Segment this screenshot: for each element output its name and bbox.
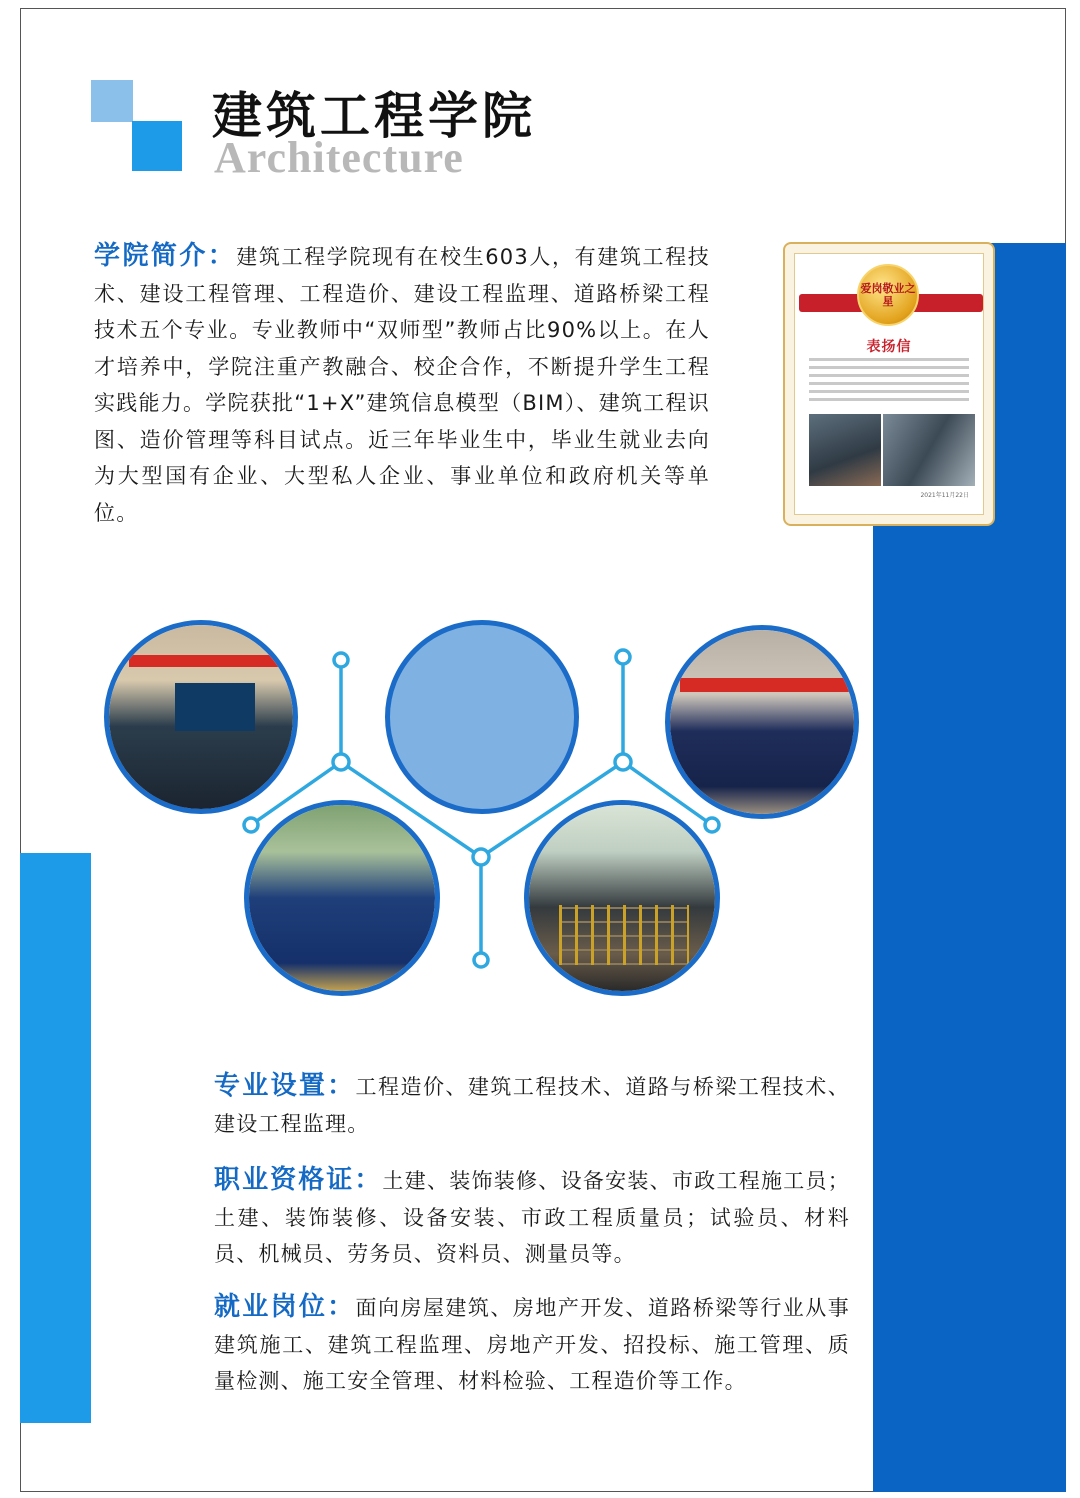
certs-section [214, 1162, 850, 1273]
photo-surveying-students [244, 800, 440, 996]
intro-text: 建筑工程学院现有在校生603人，有建筑工程技术、建设工程管理、工程造价、建设工程监理、道路桥梁工程技术五个专业。专业教师中“双师型”教师占比90%以上。在人才培养中，学院注重产教融合、校企合作，不断提升学生工程实践能力。学院获批“1+X”建筑信息模型（BIM）、建筑工程识图、造价管理等科目试点。近三年毕业生中，毕业生就业去向为大型国有企业、大型私人企业、事业单位和政府机关等单位。 [94, 245, 710, 525]
intro-label: 学院简介： [94, 241, 237, 271]
certificate-title: 表扬信 [866, 339, 912, 355]
page-subtitle: Architecture [214, 133, 464, 182]
photo-placeholder-circle [385, 620, 579, 814]
logo-square-blue [132, 121, 182, 171]
certificate-text-lines [809, 358, 969, 406]
jobs-text: 面向房屋建筑、房地产开发、道路桥梁等行业从事建筑施工、建筑工程监理、房地产开发、招投标、施工管理、质量检测、施工安全管理、材料检验、工程造价等工作。 [214, 1296, 850, 1393]
jobs-section [214, 1289, 850, 1400]
photo-site-team [665, 625, 859, 819]
commendation-certificate [783, 242, 995, 526]
medal-icon [857, 264, 919, 326]
certificate-photo-worker [809, 414, 881, 486]
page-title: 建筑工程学院 [212, 87, 536, 145]
majors-section [214, 1068, 850, 1142]
photo-computer-lab [104, 620, 298, 814]
majors-text: 工程造价、建筑工程技术、道路与桥梁工程技术、建设工程监理。 [214, 1075, 850, 1136]
jobs-label: 就业岗位： [214, 1292, 356, 1322]
decor-band-left [20, 853, 91, 1423]
majors-label: 专业设置： [214, 1071, 356, 1101]
certificate-body [794, 253, 984, 515]
intro-paragraph [94, 238, 710, 531]
photo-rebar-training [524, 800, 720, 996]
certs-label: 职业资格证： [214, 1165, 383, 1195]
medal-text: 爱岗敬业之星 [860, 282, 916, 308]
certificate-photo-pipes [883, 414, 975, 486]
logo-square-light [91, 80, 133, 122]
certificate-date: 2021年11月22日 [920, 492, 969, 499]
certs-text: 土建、装饰装修、设备安装、市政工程施工员；土建、装饰装修、设备安装、市政工程质量员；试验员、材料员、机械员、劳务员、资料员、测量员等。 [214, 1169, 850, 1266]
